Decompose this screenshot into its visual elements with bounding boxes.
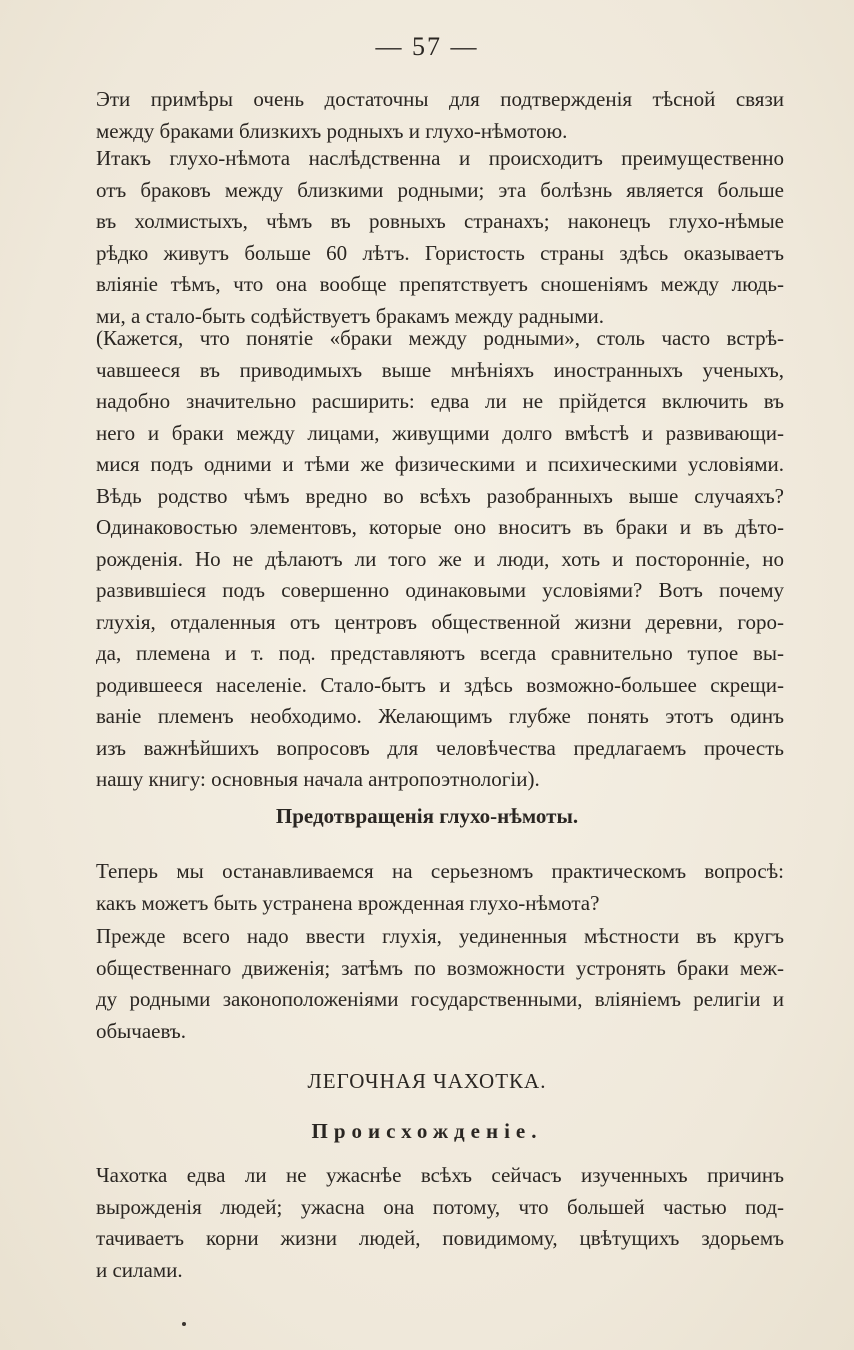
text-line: вліяніе тѣмъ, что она вообще препятствуетъ сношеніямъ между людь- [96,272,784,296]
text-line: тачиваетъ корни жизни людей, повидимому, цвѣтущихъ здорьемъ [96,1226,784,1250]
text-line: и силами. [96,1257,183,1282]
text-line: ду родными законоположеніями государственными, вліяніемъ религіи и [96,987,784,1011]
text-line: нашу книгу: основныя начала антропоэтнологіи). [96,767,540,791]
text-line: обычаевъ. [96,1018,186,1043]
paragraph-6 [96,1160,784,1286]
paragraph-1 [96,84,784,147]
text-line: (Кажется, что понятіе «браки между родными», столь часто встрѣ- [96,326,784,350]
text-line: него и браки между лицами, живущими долго вмѣстѣ и развивающи- [96,420,784,445]
text-line: Чахотка едва ли не ужаснѣе всѣхъ сейчасъ изученныхъ причинъ [96,1163,784,1187]
text-line: Эти примѣры очень достаточны для подтвержденія тѣсной связи [96,87,784,111]
subsection-heading: Происхожденіе. [311,1119,543,1143]
text-line: надобно значительно расширить: едва ли не прійдется включить въ [96,389,784,413]
text-line: Вѣдь родство чѣмъ вредно во всѣхъ разобранныхъ выше случаяхъ? [96,483,784,508]
text-line: ваніе племенъ необходимо. Желающимъ глубже понять этотъ одинъ [96,704,784,728]
paragraph-4 [96,856,784,919]
ink-speck [182,1322,186,1326]
text-line: ми, а стало-быть содѣйствуетъ бракамъ между радными. [96,303,604,328]
text-line: какъ можетъ быть устранена врожденная глухо-нѣмота? [96,890,600,915]
text-line: изъ важнѣйшихъ вопросовъ для человѣчества предлагаемъ прочесть [96,735,784,760]
text-line: развившіеся подъ совершенно одинаковыми условіями? Вотъ почему [96,578,784,602]
text-line: чавшееся въ приводимыхъ выше мнѣніяхъ иностранныхъ ученыхъ, [96,357,784,382]
text-line: Теперь мы останавливаемся на серьезномъ практическомъ вопросѣ: [96,859,784,883]
text-line: общественнаго движенія; затѣмъ по возможности устронять браки меж- [96,955,784,980]
paragraph-5 [96,921,784,1047]
text-line: мися подъ одними и тѣми же физическими и психическими условіями. [96,452,784,476]
text-line: Одинаковостью элементовъ, которые оно вноситъ въ браки и въ дѣто- [96,515,784,539]
section-heading: Предотвращенія глухо-нѣмоты. [275,804,579,828]
text-line: да, племена и т. под. представляютъ всегда сравнительно тупое вы- [96,641,784,665]
chapter-heading: ЛЕГОЧНАЯ ЧАХОТКА. [307,1069,547,1093]
paragraph-2 [96,143,784,332]
text-line: родившееся населеніе. Стало-бытъ и здѣсь возможно-большее скрещи- [96,672,784,697]
text-line: глухія, отдаленныя отъ центровъ общественной жизни деревни, горо- [96,609,784,634]
text-line: рѣдко живутъ больше 60 лѣтъ. Гористость страны здѣсь оказываетъ [96,240,784,265]
text-line: между браками близкихъ родныхъ и глухо-нѣмотою. [96,118,568,143]
text-line: рожденія. Но не дѣлаютъ ли того же и люди, хоть и посторонніе, но [96,546,784,571]
text-line: Итакъ глухо-нѣмота наслѣдственна и происходитъ преимущественно [96,146,784,170]
text-line: отъ браковъ между близкими родными; эта болѣзнь является больше [96,177,784,202]
text-line: Прежде всего надо ввести глухія, уединенныя мѣстности въ кругъ [96,924,784,948]
page-number: — 57 — [375,32,479,61]
paragraph-3 [96,323,784,796]
text-line: вырожденія людей; ужасна она потому, что большей частью под- [96,1194,784,1219]
text-line: въ холмистыхъ, чѣмъ въ ровныхъ странахъ; наконецъ глухо-нѣмые [96,209,784,233]
